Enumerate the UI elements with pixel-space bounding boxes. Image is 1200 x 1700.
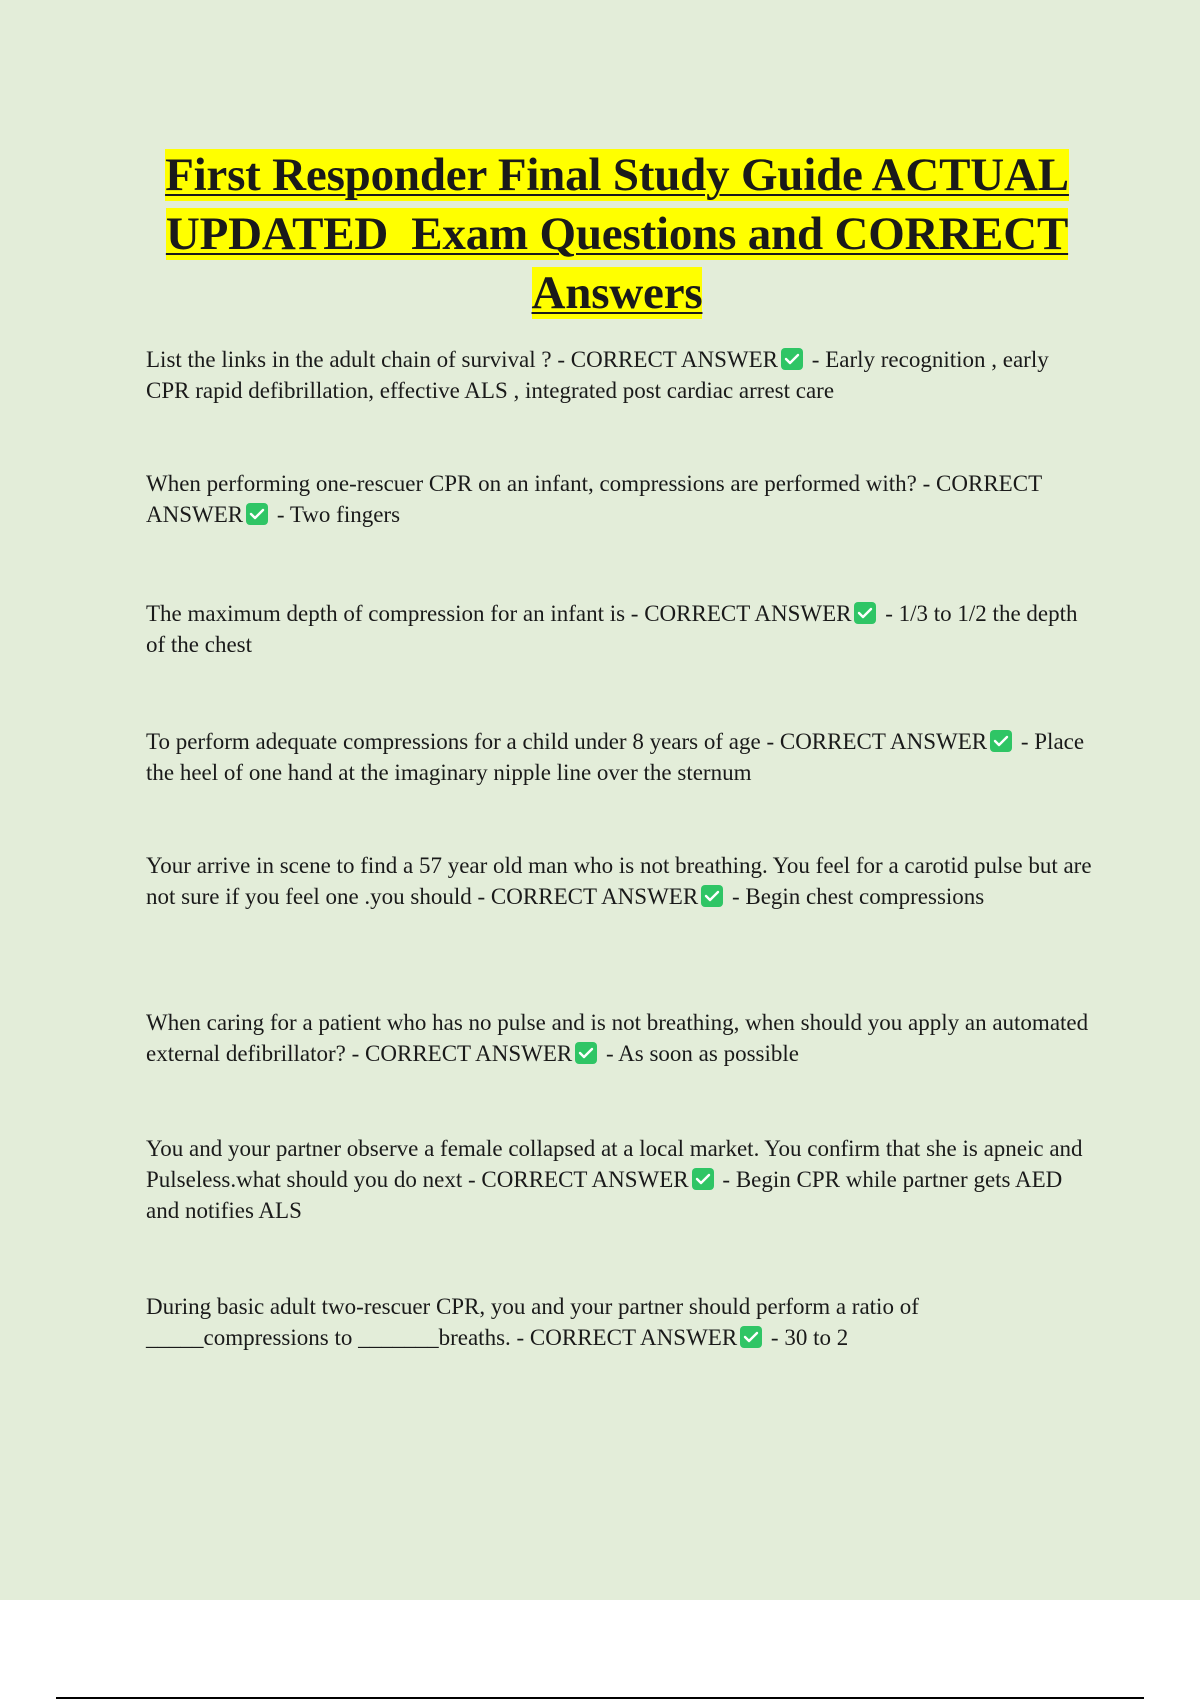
question-text: When performing one-rescuer CPR on an infant, compressions are performed with? - CORRECT ANSWER bbox=[146, 471, 1042, 527]
title-line-3: Answers bbox=[531, 267, 703, 319]
qa-item-8 bbox=[146, 1291, 1096, 1353]
check-mark-icon bbox=[575, 1042, 597, 1064]
qa-item-6 bbox=[146, 1007, 1096, 1069]
answer-text: - Two fingers bbox=[271, 502, 401, 527]
document-title bbox=[146, 146, 1088, 323]
qa-item-1 bbox=[146, 344, 1096, 406]
title-line-1: First Responder Final Study Guide ACTUAL bbox=[165, 149, 1069, 201]
answer-text: - 30 to 2 bbox=[765, 1325, 849, 1350]
check-mark-icon bbox=[990, 730, 1012, 752]
check-mark-icon bbox=[740, 1326, 762, 1348]
check-mark-icon bbox=[692, 1168, 714, 1190]
qa-item-2 bbox=[146, 468, 1096, 530]
question-text: The maximum depth of compression for an infant is - CORRECT ANSWER bbox=[146, 601, 852, 626]
answer-text: - Begin CPR while partner gets AED and notifies ALS bbox=[146, 1167, 1063, 1223]
qa-item-7 bbox=[146, 1133, 1096, 1226]
qa-item-3 bbox=[146, 598, 1096, 660]
question-text: During basic adult two-rescuer CPR, you and your partner should perform a ratio of _____compressions to _______breaths. - CORRECT ANSWER bbox=[146, 1294, 919, 1350]
footer-divider bbox=[56, 1697, 1144, 1699]
question-text: Your arrive in scene to find a 57 year old man who is not breathing. You feel for a carotid pulse but are not sure if you feel one .you should - CORRECT ANSWER bbox=[146, 853, 1092, 909]
question-text: You and your partner observe a female collapsed at a local market. You confirm that she is apneic and Pulseless.what should you do next - CORRECT ANSWER bbox=[146, 1136, 1083, 1192]
answer-text: - Place the heel of one hand at the imaginary nipple line over the sternum bbox=[146, 729, 1085, 785]
question-text: To perform adequate compressions for a child under 8 years of age - CORRECT ANSWER bbox=[146, 729, 988, 754]
check-mark-icon bbox=[246, 503, 268, 525]
answer-text: - As soon as possible bbox=[600, 1041, 799, 1066]
check-mark-icon bbox=[701, 885, 723, 907]
title-line-2: UPDATED Exam Questions and CORRECT bbox=[165, 208, 1069, 260]
answer-text: - Begin chest compressions bbox=[726, 884, 985, 909]
check-mark-icon bbox=[781, 348, 803, 370]
check-mark-icon bbox=[854, 602, 876, 624]
qa-item-4 bbox=[146, 726, 1096, 788]
question-text: List the links in the adult chain of survival ? - CORRECT ANSWER bbox=[146, 347, 779, 372]
question-text: When caring for a patient who has no pulse and is not breathing, when should you apply an automated external defibrillator? - CORRECT ANSWER bbox=[146, 1010, 1089, 1066]
answer-text: - 1/3 to 1/2 the depth of the chest bbox=[146, 601, 1078, 657]
qa-item-5 bbox=[146, 850, 1096, 912]
answer-text: - Early recognition , early CPR rapid defibrillation, effective ALS , integrated post cardiac arrest care bbox=[146, 347, 1049, 403]
